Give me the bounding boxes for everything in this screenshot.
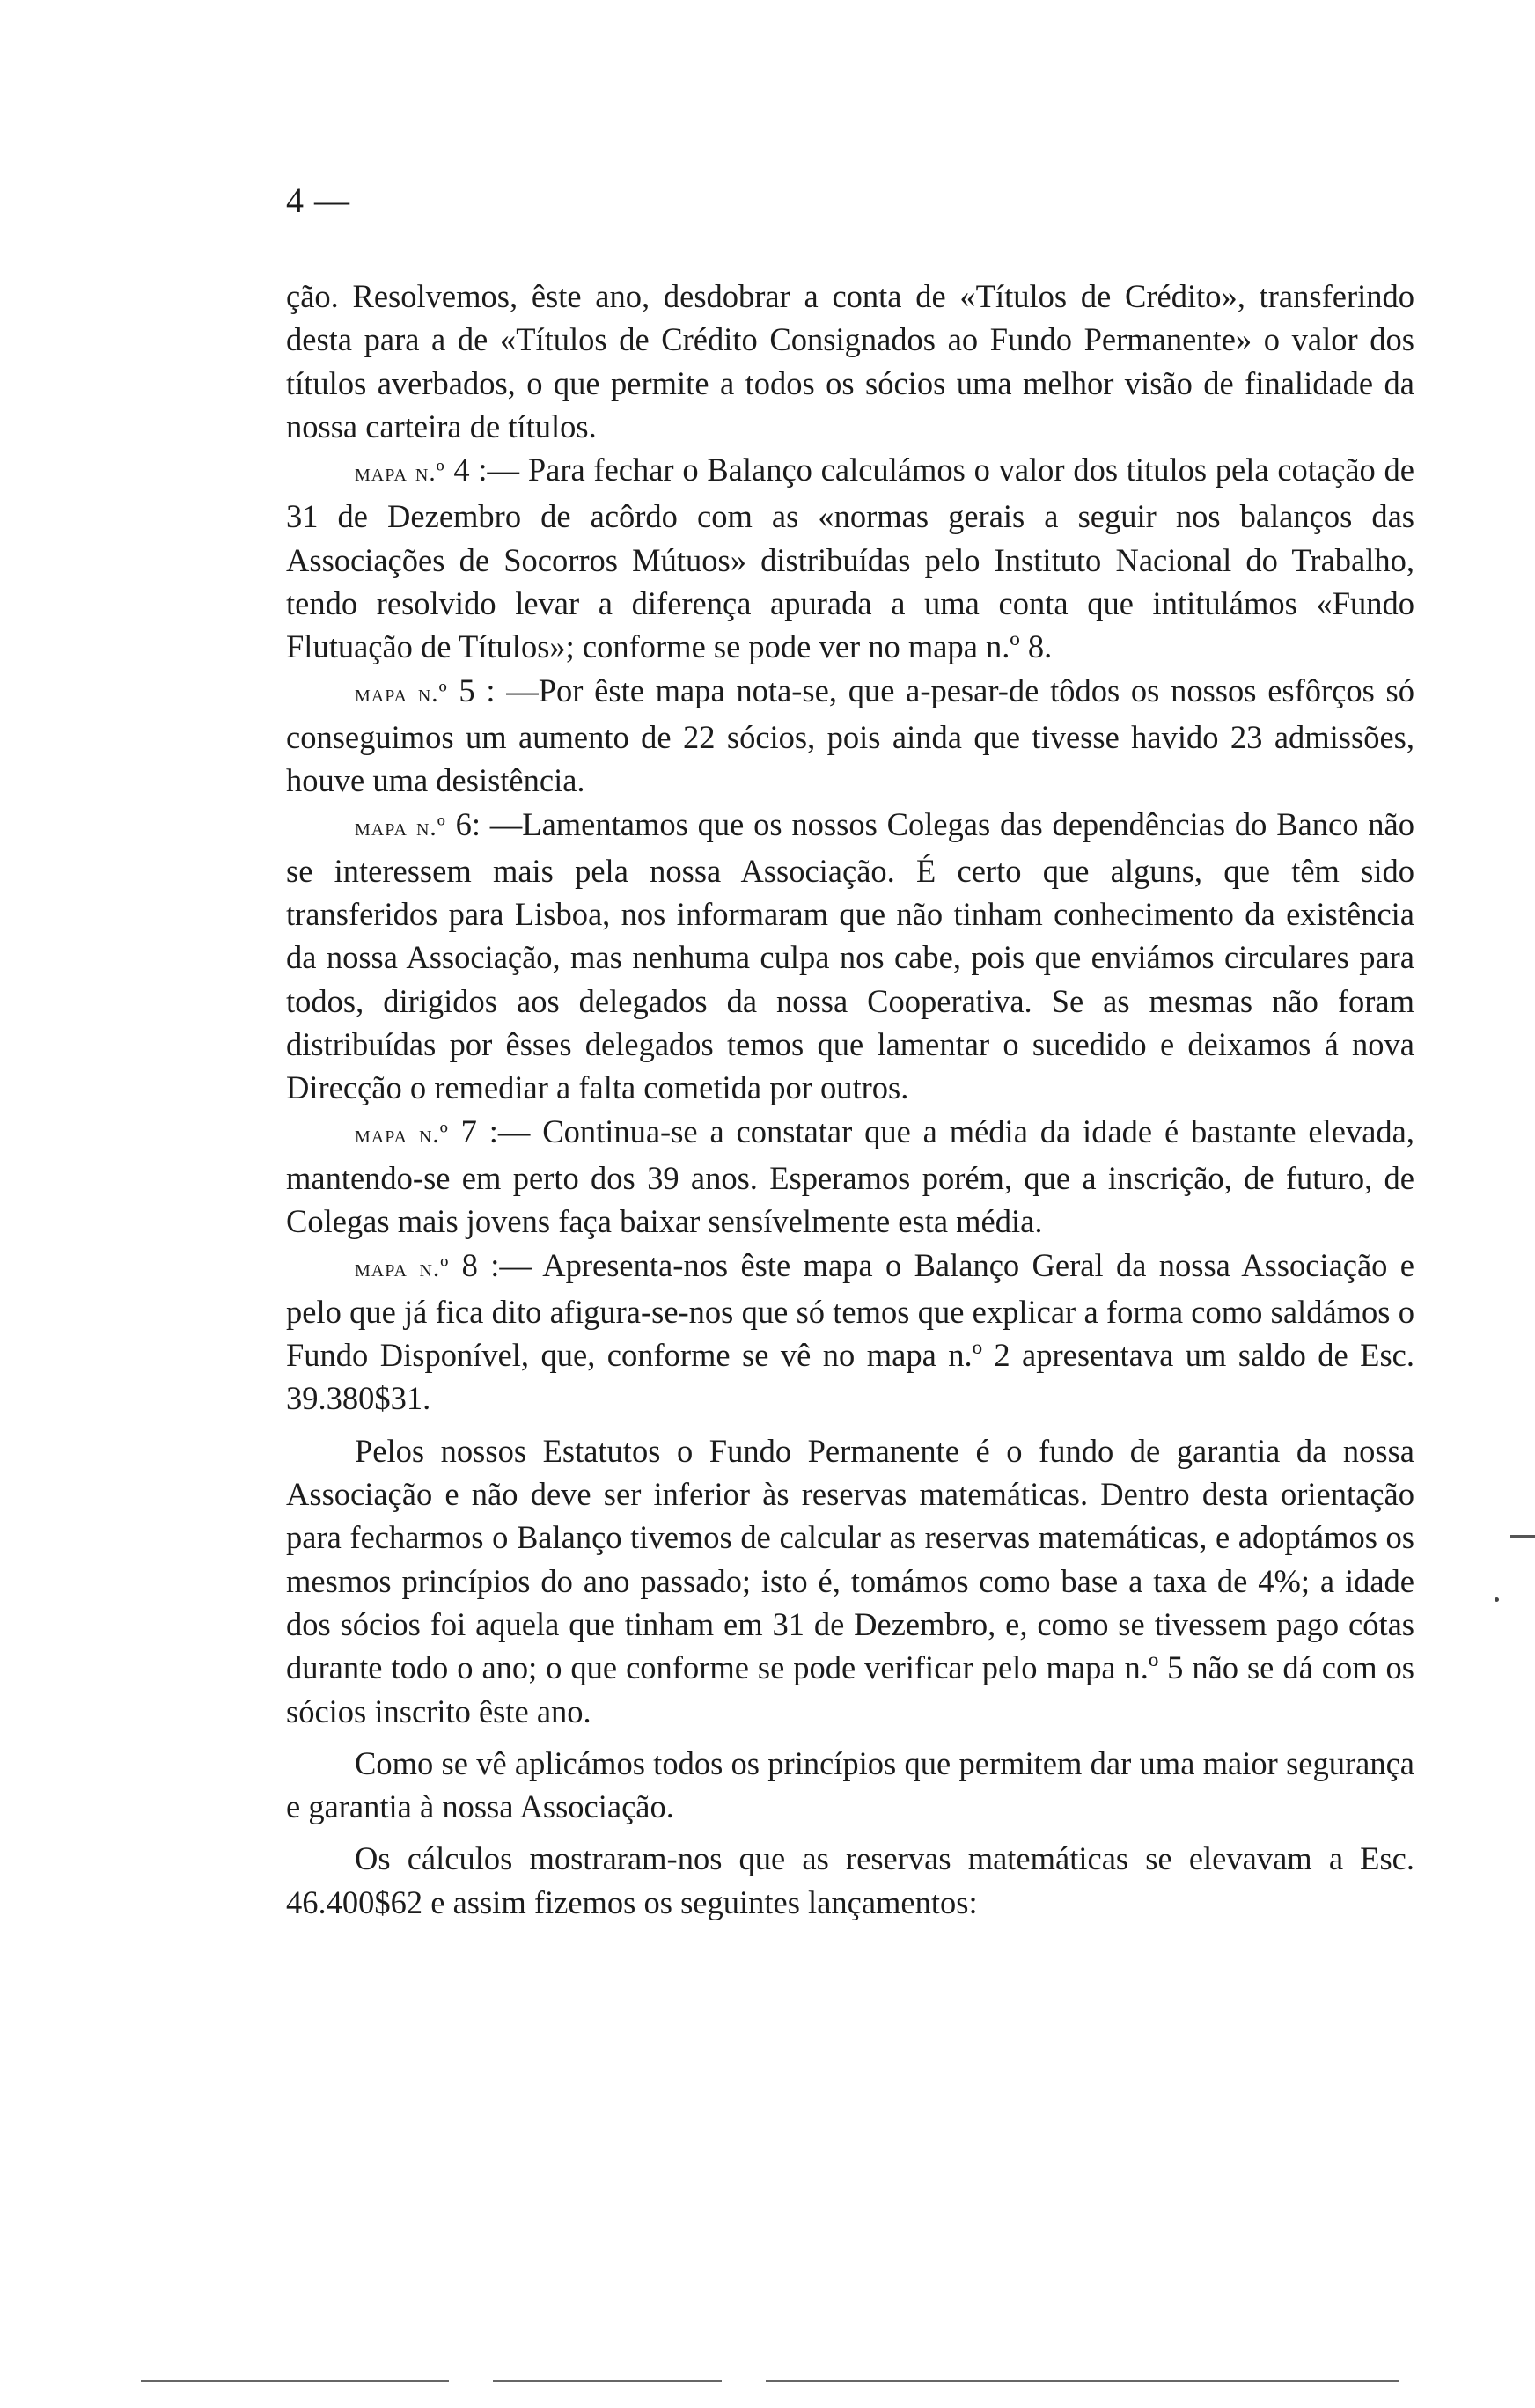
paragraph-mapa-7 (286, 1110, 1414, 1244)
paragraph-text: Continua-se a constatar que a média da idade é bastante elevada, mantendo-se em perto dos 39 anos. Esperamos porém, que a inscrição, de futuro, de Colegas mais jovens faça baixar sensívelmente esta média. (286, 1112, 1414, 1240)
scan-mark (1510, 1535, 1535, 1538)
paragraph-text: ção. Resolvemos, êste ano, desdobrar a conta de «Títulos de Crédito», transferindo desta para a de «Títulos de Crédito Consignados ao Fundo Permanente» o valor dos títulos averbados, o que permite a todos os sócios uma melhor visão de finalidade da nossa carteira de títulos. (286, 278, 1414, 444)
page-number: 4 — (286, 180, 350, 220)
paragraph-text: Os cálculos mostraram-nos que as reservas matemáticas se elevavam a Esc. 46.400$62 e assim fizemos os seguintes lançamentos: (286, 1840, 1414, 1920)
mapa-label: mapa n.º (355, 812, 446, 841)
mapa-number: 5 : — (447, 672, 539, 708)
mapa-label: mapa n.º (355, 459, 445, 488)
scan-speck (1495, 1597, 1499, 1602)
mapa-number: 8 :— (449, 1246, 543, 1283)
paragraph-text: Por êste mapa nota-se, que a-pesar-de tôdos os nossos esfôrços só conseguimos um aumento de 22 sócios, pois ainda que tivesse havido 23 admissões, houve uma desistência. (286, 672, 1414, 799)
paragraph-text: Para fechar o Balanço calculámos o valor dos titulos pela cotação de 31 de Dezembro de acôrdo com as «normas gerais a seguir nos balanços das Associações de Socorros Mútuos» distribuídas pelo Instituto Nacional do Trabalho, tendo resolvido levar a diferença apurada a uma conta que intitulámos «Fundo Flutuação de Títulos»; conforme se pode ver no mapa n.º 8. (286, 452, 1414, 665)
bottom-rule (493, 2380, 722, 2382)
mapa-label: mapa n.º (355, 1253, 450, 1282)
mapa-number: 4 :— (444, 452, 528, 488)
paragraph-estatutos (286, 1429, 1414, 1733)
body-text (286, 275, 1414, 1924)
paragraph-mapa-4 (286, 448, 1414, 668)
mapa-number: 6: — (445, 805, 523, 842)
paragraph-mapa-6 (286, 803, 1414, 1110)
paragraph-text: Apresenta-nos êste mapa o Balanço Geral da nossa Associação e pelo que já fica dito afigura-se-nos que só temos que explicar a forma como saldámos o Fundo Disponível, que, conforme se vê no mapa n.º 2 apresentava um saldo de Esc. 39.380$31. (286, 1246, 1414, 1417)
paragraph-text: Lamentamos que os nossos Colegas das dependências do Banco não se interessem mais pela nossa Associação. É certo que alguns, que têm sido transferidos para Lisboa, nos informaram que não tinham conhecimento da existência da nossa Associação, mas nenhuma culpa nos cabe, pois que enviámos circulares para todos, dirigidos aos delegados da nossa Cooperativa. Se as mesmas não foram distribuídas por êsses delegados temos que lamentar o sucedido e deixamos á nova Direcção o remediar a falta cometida por outros. (286, 805, 1414, 1106)
paragraph-calculos (286, 1837, 1414, 1924)
paragraph-continuation (286, 275, 1414, 448)
paragraph-mapa-5 (286, 669, 1414, 803)
paragraph-text: Como se vê aplicámos todos os princípios que permitem dar uma maior segurança e garantia à nossa Associação. (286, 1744, 1414, 1825)
mapa-number: 7 :— (448, 1112, 543, 1149)
mapa-label: mapa n.º (355, 679, 448, 708)
paragraph-principios (286, 1742, 1414, 1829)
bottom-rule (766, 2380, 1399, 2382)
paragraph-text: Pelos nossos Estatutos o Fundo Permanente é o fundo de garantia da nossa Associação e não deve ser inferior às reservas matemáticas. Dentro desta orientação para fecharmos o Balanço tivemos de calcular as reservas matemáticas, e adoptámos os mesmos princípios do ano passado; isto é, tomámos como base a taxa de 4%; a idade dos sócios foi aquela que tinham em 31 de Dezembro, e, como se tivessem pago cótas durante todo o ano; o que conforme se pode verificar pelo mapa n.º 5 não se dá com os sócios inscrito êste ano. (286, 1432, 1414, 1729)
bottom-rule (141, 2380, 449, 2382)
paragraph-mapa-8 (286, 1244, 1414, 1421)
mapa-label: mapa n.º (355, 1120, 449, 1149)
